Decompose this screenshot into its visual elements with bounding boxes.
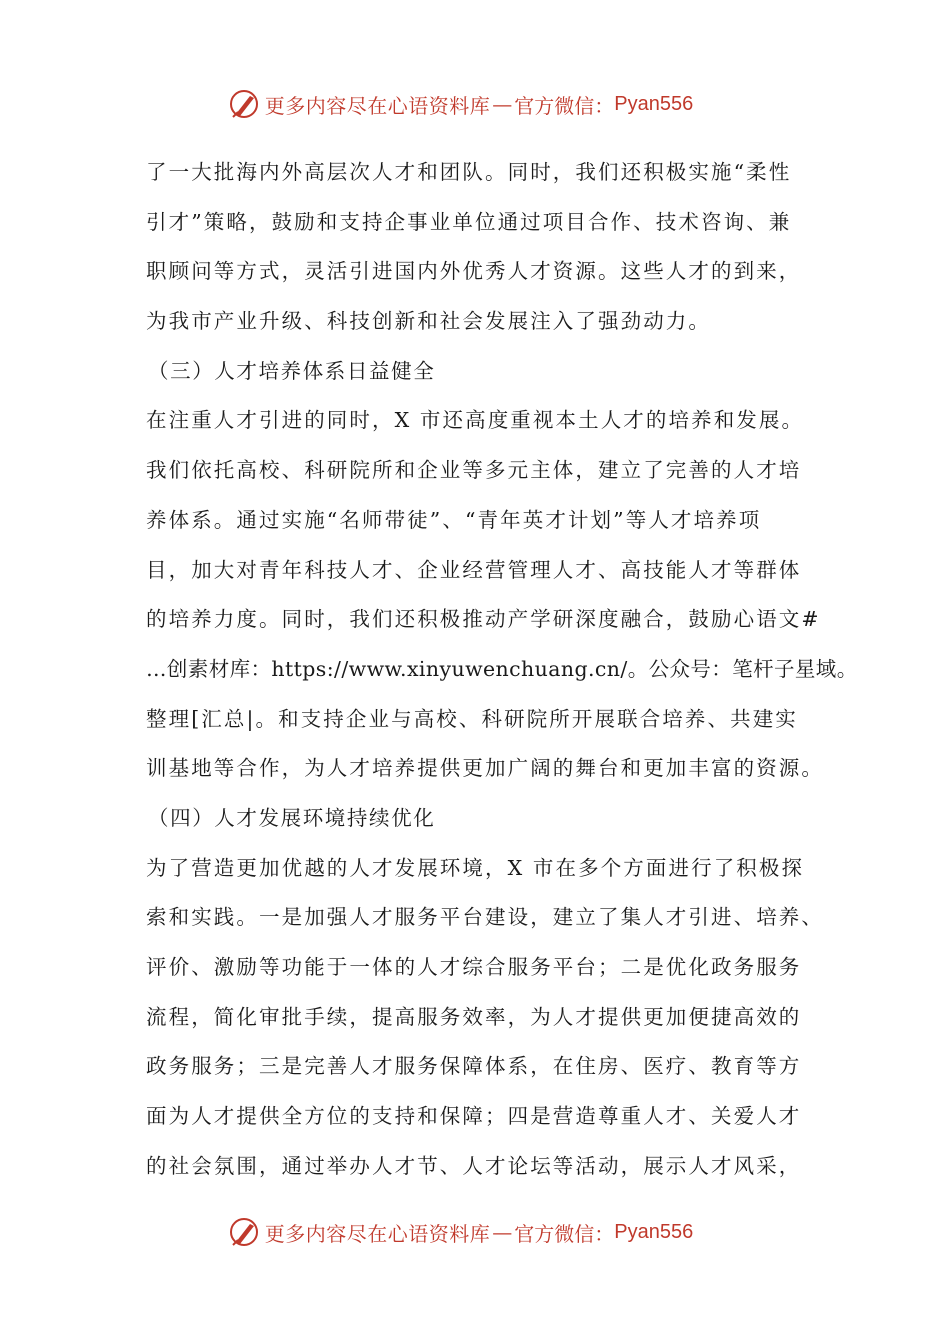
body-line: 面为人才提供全方位的支持和保障；四是营造尊重人才、关爱人才 <box>146 1104 802 1129</box>
body-line: 整理[汇总|。和支持企业与高校、科研院所开展联合培养、共建实 <box>146 706 798 731</box>
quill-pen-logo-icon <box>227 1215 261 1249</box>
banner-wechat-label: 官方微信： <box>514 93 615 118</box>
body-line: …创素材库：https://www.xinyuwenchuang.cn/。公众号：笔杆子星域。 <box>146 656 858 681</box>
banner-wechat-label: 官方微信： <box>514 1221 615 1246</box>
section-heading: （三）人才培养体系日益健全 <box>148 358 436 383</box>
body-line: 了一大批海内外高层次人才和团队。同时，我们还积极实施“柔性 <box>146 160 792 184</box>
body-line: 我们依托高校、科研院所和企业等多元主体，建立了完善的人才培 <box>146 458 802 483</box>
body-line: 索和实践。一是加强人才服务平台建设，建立了集人才引进、培养、 <box>146 905 824 930</box>
body-line: 养体系。通过实施“名师带徒”、“青年英才计划”等人才培养项 <box>146 507 762 532</box>
body-line: 的社会氛围，通过举办人才节、人才论坛等活动，展示人才风采， <box>146 1153 802 1178</box>
body-line: 流程，简化审批手续，提高服务效率，为人才提供更加便捷高效的 <box>146 1004 802 1029</box>
body-line: 引才”策略，鼓励和支持企事业单位通过项目合作、技术咨询、兼 <box>146 209 792 234</box>
header-watermark-banner <box>0 84 950 124</box>
banner-text: 更多内容尽在心语资料库 <box>264 93 491 118</box>
document-body <box>146 148 858 1191</box>
body-line: 的培养力度。同时，我们还积极推动产学研深度融合，鼓励心语文# <box>146 607 821 632</box>
body-line: 政务服务；三是完善人才服务保障体系，在住房、医疗、教育等方 <box>146 1054 802 1079</box>
quill-pen-logo-icon <box>227 87 261 121</box>
section-heading: （四）人才发展环境持续优化 <box>148 805 436 830</box>
body-line: 在注重人才引进的同时，X 市还高度重视本土人才的培养和发展。 <box>146 408 805 433</box>
banner-separator: — <box>492 92 513 116</box>
body-line: 训基地等合作，为人才培养提供更加广阔的舞台和更加丰富的资源。 <box>146 756 824 781</box>
body-line: 为我市产业升级、科技创新和社会发展注入了强劲动力。 <box>146 309 711 334</box>
footer-watermark-banner <box>0 1212 950 1252</box>
body-line: 为了营造更加优越的人才发展环境，X 市在多个方面进行了积极探 <box>146 855 805 880</box>
banner-wechat-id: Pyan556 <box>614 92 694 115</box>
body-line: 目，加大对青年科技人才、企业经营管理人才、高技能人才等群体 <box>146 557 802 582</box>
banner-wechat-id: Pyan556 <box>614 1220 694 1243</box>
body-line: 职顾问等方式，灵活引进国内外优秀人才资源。这些人才的到来， <box>146 259 802 284</box>
banner-separator: — <box>492 1220 513 1244</box>
banner-text: 更多内容尽在心语资料库 <box>264 1221 491 1246</box>
body-line: 评价、激励等功能于一体的人才综合服务平台；二是优化政务服务 <box>146 955 802 979</box>
